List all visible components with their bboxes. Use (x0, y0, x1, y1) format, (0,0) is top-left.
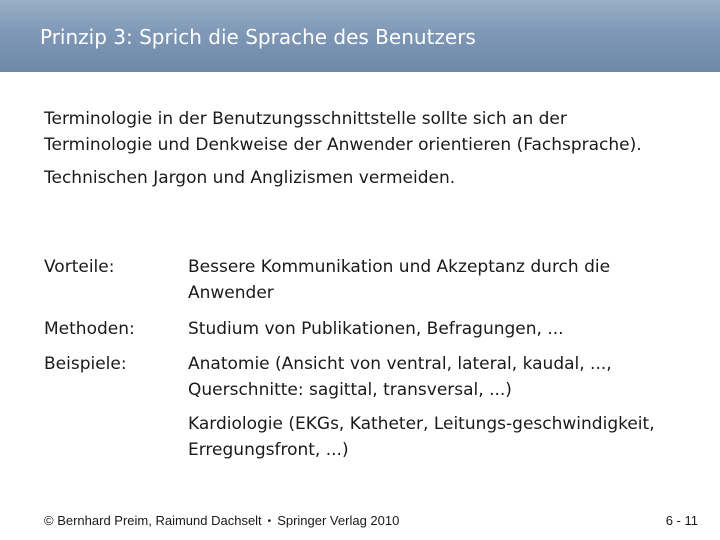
title-bar (0, 0, 720, 72)
examples-cardiology: Kardiologie (EKGs, Katheter, Leitungs-geschwindigkeit, Erregungsfront, ...) (188, 414, 655, 460)
footer-authors: © Bernhard Preim, Raimund Dachselt (44, 513, 262, 528)
advantages-label: Vorteile: (44, 257, 115, 277)
intro-paragraph: Terminologie in der Benutzungsschnittstelle sollte sich an der Terminologie und Denkweise der Anwender orientieren (Fachsprache). (44, 109, 642, 155)
examples-value (188, 351, 688, 463)
methods-label: Methoden: (44, 319, 135, 339)
examples-label: Beispiele: (44, 354, 127, 374)
intro-paragraph: Technischen Jargon und Anglizismen vermeiden. (44, 168, 456, 188)
slide-title: Prinzip 3: Sprich die Sprache des Benutzers (40, 25, 476, 49)
footer-publisher: Springer Verlag 2010 (277, 513, 400, 528)
examples-anatomy: Anatomie (Ansicht von ventral, lateral, kaudal, ..., Querschnitte: sagittal, transversal, ...) (188, 354, 612, 400)
footer-bullet-icon: • (267, 516, 272, 527)
methods-value (188, 316, 688, 342)
advantages-text: Bessere Kommunikation und Akzeptanz durch die Anwender (188, 257, 611, 303)
advantages-value (188, 254, 688, 306)
page-number: 6 - 11 (665, 513, 698, 528)
footer-credit (44, 512, 399, 531)
methods-text: Studium von Publikationen, Befragungen, ... (188, 319, 564, 339)
intro-text (44, 106, 664, 191)
